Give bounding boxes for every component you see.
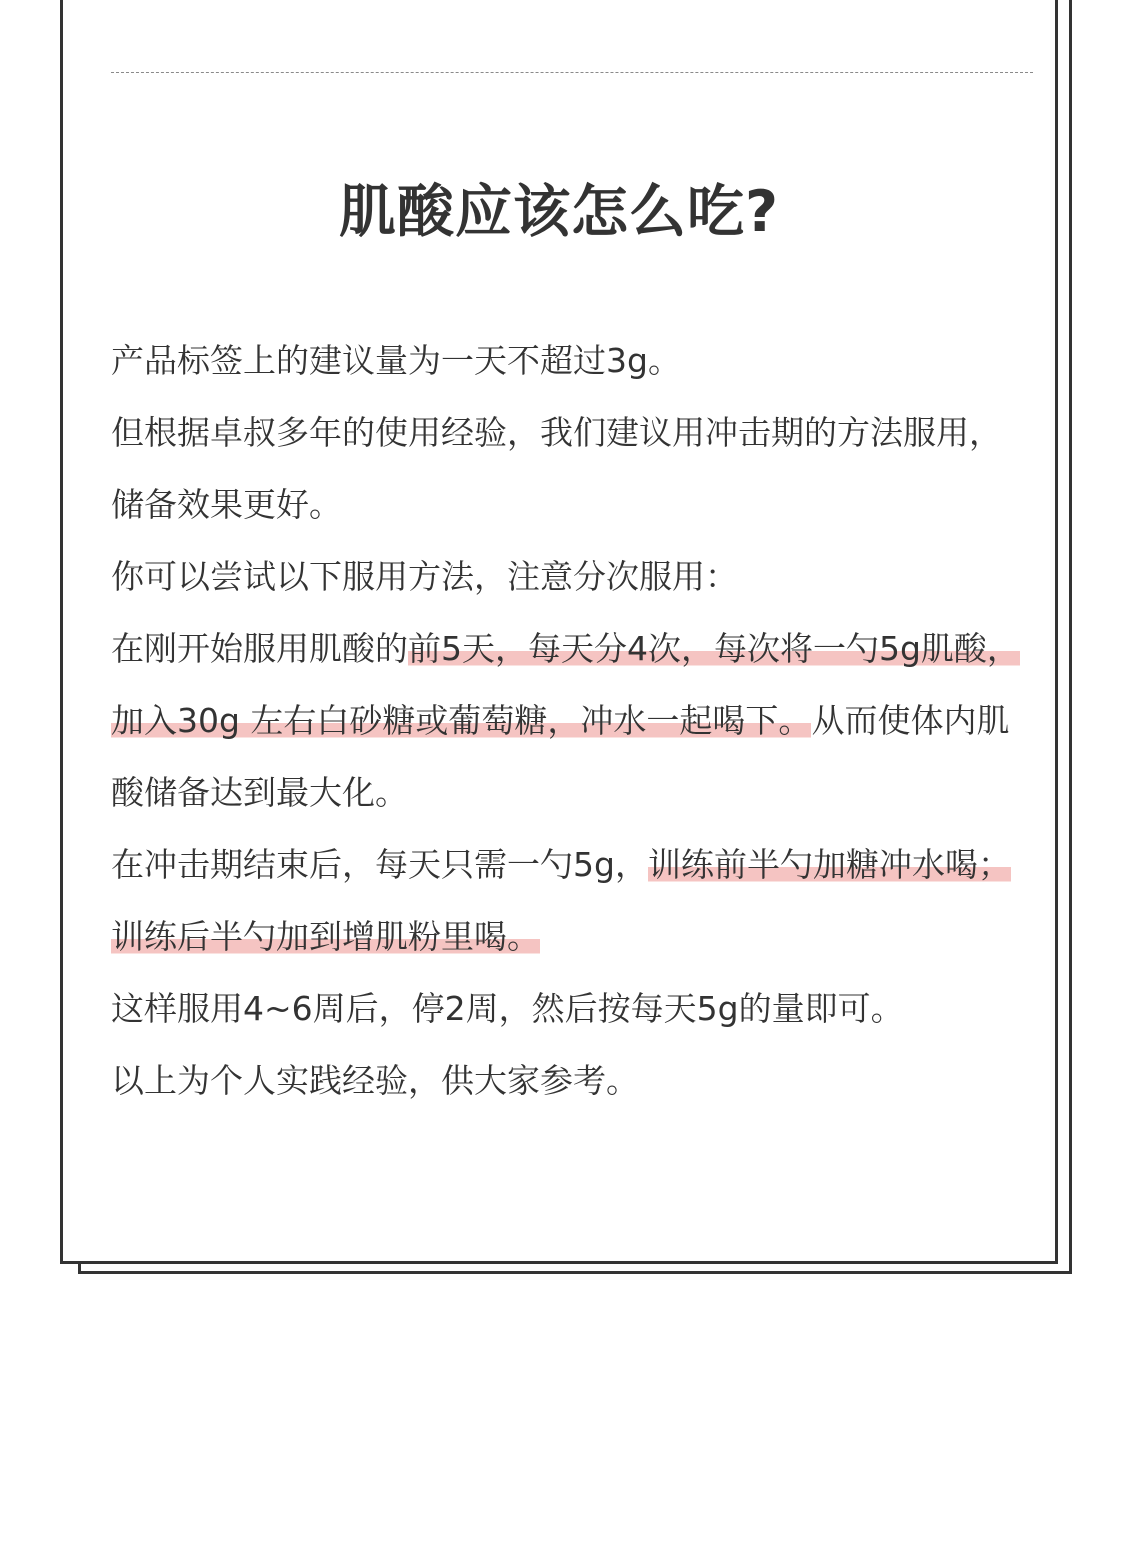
paragraph-cycle: 这样服用4~6周后，停2周，然后按每天5g的量即可。 <box>111 989 904 1028</box>
paragraph-maintenance-phase <box>111 829 1031 973</box>
article-card <box>60 0 1058 1264</box>
paragraph-loading-phase <box>111 613 1031 829</box>
paragraph-method-intro: 你可以尝试以下服用方法，注意分次服用： <box>111 557 738 596</box>
maintenance-phase-lead: 在冲击期结束后，每天只需一勺5g， <box>111 845 648 884</box>
loading-phase-tail: 从而使体内肌酸储备达到最大化。 <box>111 701 1010 812</box>
loading-phase-lead: 在刚开始服用肌酸的 <box>111 629 408 668</box>
dashed-divider <box>111 72 1033 73</box>
paragraph-label-recommendation: 产品标签上的建议量为一天不超过3g。 <box>111 341 681 380</box>
maintenance-phase-highlight: 训练前半勺加糖冲水喝；训练后半勺加到增肌粉里喝。 <box>111 845 1011 956</box>
paragraph-disclaimer: 以上为个人实践经验，供大家参考。 <box>111 1061 639 1100</box>
paragraph-loading-suggestion: 但根据卓叔多年的使用经验，我们建议用冲击期的方法服用，储备效果更好。 <box>111 413 1002 524</box>
article-body <box>111 325 1031 1117</box>
loading-phase-highlight: 前5天，每天分4次，每次将一勺5g肌酸，加入30g 左右白砂糖或葡萄糖，冲水一起喝下。 <box>111 629 1020 740</box>
page-title: 肌酸应该怎么吃? <box>338 179 780 245</box>
